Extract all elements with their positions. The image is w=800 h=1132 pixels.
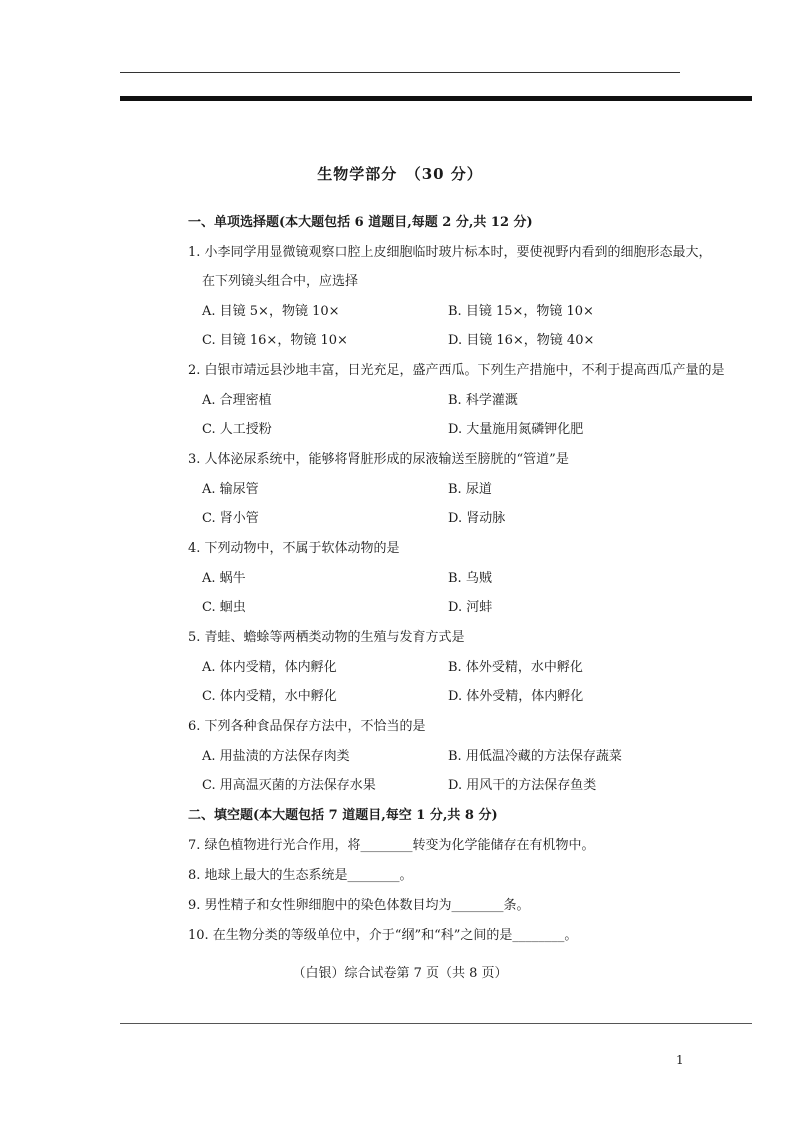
page-title: 生物学部分 （30 分） (317, 165, 483, 183)
q6-option-c: C. 用高温灭菌的方法保存水果 (202, 778, 376, 793)
q4-option-d: D. 河蚌 (448, 600, 493, 615)
q3-option-b: B. 尿道 (448, 482, 492, 497)
bottom-rule (120, 1023, 752, 1024)
q2-option-d: D. 大量施用氮磷钾化肥 (448, 422, 584, 437)
q5-text: 5. 青蛙、蟾蜍等两栖类动物的生殖与发育方式是 (188, 630, 465, 645)
q4-option-c: C. 蛔虫 (202, 600, 246, 615)
q1-option-c: C. 目镜 16×，物镜 10× (202, 333, 348, 348)
section1-heading: 一、单项选择题(本大题包括 6 道题目,每题 2 分,共 12 分) (188, 215, 533, 230)
q2-option-c: C. 人工授粉 (202, 422, 272, 437)
q1-option-a: A. 目镜 5×，物镜 10× (202, 304, 340, 319)
q2-option-a: A. 合理密植 (202, 393, 272, 408)
top-thick-rule (120, 96, 752, 101)
q3-option-d: D. 肾动脉 (448, 511, 506, 526)
q8-text: 8. 地球上最大的生态系统是________。 (188, 868, 413, 883)
q7-text: 7. 绿色植物进行光合作用，将________转变为化学能储存在有机物中。 (188, 838, 595, 853)
q3-option-a: A. 输尿管 (202, 482, 259, 497)
q5-option-c: C. 体内受精，水中孵化 (202, 689, 337, 704)
q1-option-b: B. 目镜 15×，物镜 10× (448, 304, 594, 319)
q1-text-line2: 在下列镜头组合中，应选择 (202, 274, 359, 289)
q9-text: 9. 男性精子和女性卵细胞中的染色体数目均为________条。 (188, 898, 530, 913)
top-thin-rule (120, 72, 680, 73)
page-footer: （白银）综合试卷第 7 页（共 8 页） (292, 966, 508, 981)
q10-text: 10. 在生物分类的等级单位中，介于“纲”和“科”之间的是________。 (188, 928, 578, 943)
section2-heading: 二、填空题(本大题包括 7 道题目,每空 1 分,共 8 分) (188, 808, 498, 823)
q4-option-b: B. 乌贼 (448, 571, 492, 586)
q6-option-b: B. 用低温冷藏的方法保存蔬菜 (448, 749, 622, 764)
q6-option-d: D. 用风干的方法保存鱼类 (448, 778, 597, 793)
q1-text-line1: 1. 小李同学用显微镜观察口腔上皮细胞临时玻片标本时，要使视野内看到的细胞形态最大， (188, 245, 712, 260)
q6-text: 6. 下列各种食品保存方法中，不恰当的是 (188, 719, 426, 734)
q4-text: 4. 下列动物中，不属于软体动物的是 (188, 541, 400, 556)
q6-option-a: A. 用盐渍的方法保存肉类 (202, 749, 350, 764)
q2-option-b: B. 科学灌溉 (448, 393, 518, 408)
q5-option-b: B. 体外受精，水中孵化 (448, 660, 583, 675)
q3-option-c: C. 肾小管 (202, 511, 259, 526)
q5-option-d: D. 体外受精，体内孵化 (448, 689, 584, 704)
page-number: 1 (676, 1053, 684, 1067)
q1-option-d: D. 目镜 16×，物镜 40× (448, 333, 595, 348)
q4-option-a: A. 蜗牛 (202, 571, 246, 586)
q2-text: 2. 白银市靖远县沙地丰富，日光充足，盛产西瓜。下列生产措施中，不利于提高西瓜产量的是 (188, 363, 725, 378)
q5-option-a: A. 体内受精，体内孵化 (202, 660, 337, 675)
q3-text: 3. 人体泌尿系统中，能够将肾脏形成的尿液输送至膀胱的“管道”是 (188, 452, 569, 467)
